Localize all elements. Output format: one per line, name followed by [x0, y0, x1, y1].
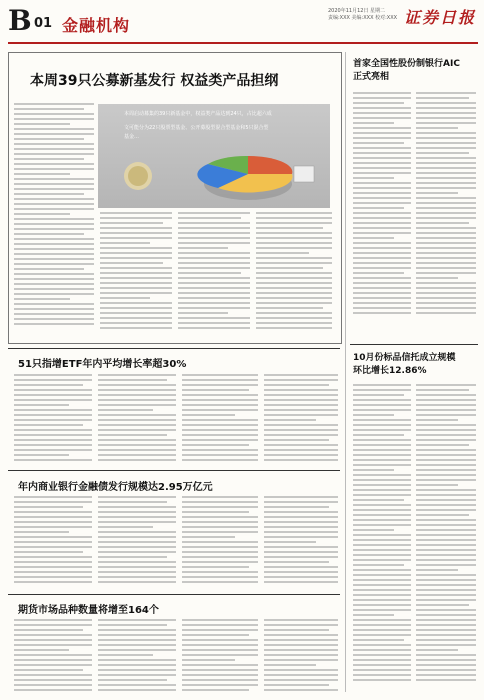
story-4-rule — [8, 594, 340, 595]
dice-icon — [294, 166, 314, 182]
side-story-2-rule — [350, 344, 478, 345]
lead-text-col-4 — [256, 212, 332, 334]
masthead-editors: 责编:XXX 美编:XXX 校对:XXX — [328, 15, 398, 21]
graphic-caption-1: 本周启动募集的39只新基金中，权益类产品达到24只，占比超六成 — [124, 111, 272, 117]
side-text-col-2 — [416, 92, 476, 336]
side-text-col-1 — [353, 92, 411, 336]
masthead-date: 2020年11月12日 星期二 — [328, 8, 386, 14]
story-4-col-1 — [14, 619, 92, 695]
side-headline-1b: 正式亮相 — [353, 72, 390, 82]
section-letter: B — [8, 4, 32, 37]
masthead-meta — [328, 8, 397, 22]
story-2-col-4 — [264, 374, 338, 464]
story-4-col-3 — [182, 619, 258, 695]
story-3-col-4 — [264, 496, 338, 588]
story-3-rule — [8, 470, 340, 471]
paper-logo: 证券日报 — [404, 8, 477, 27]
lead-headline: 本周39只公募新基发行 权益类产品担纲 — [30, 73, 279, 89]
pie-illustration — [98, 104, 330, 208]
story-2-col-1 — [14, 374, 92, 464]
side-headline-2a: 10月份标品信托成立规模 — [353, 353, 456, 363]
side-2-text-col-1 — [353, 384, 411, 692]
story-2-headline: 51只指增ETF年内平均增长率超30% — [18, 359, 187, 370]
page-number: 01 — [34, 16, 53, 31]
story-3-col-3 — [182, 496, 258, 588]
side-headline-1a: 首家全国性股份制银行AIC — [353, 59, 460, 69]
story-2-col-3 — [182, 374, 258, 464]
lead-text-col-2 — [100, 212, 172, 334]
story-3-col-1 — [14, 496, 92, 588]
side-2-text-col-2 — [416, 384, 476, 692]
story-2-col-2 — [98, 374, 176, 464]
graphic-caption-3: 基金… — [124, 134, 140, 140]
story-4-col-2 — [98, 619, 176, 695]
section-title: 金融机构 — [62, 16, 131, 35]
story-3-col-2 — [98, 496, 176, 588]
story-2-rule — [8, 348, 340, 349]
column-divider — [345, 52, 346, 692]
lead-graphic — [98, 104, 330, 208]
lead-text-col-1 — [14, 103, 94, 333]
graphic-caption-2: 文可能分为22只股票型基金、公开募股型混合型基金和5只混合型 — [124, 125, 269, 131]
story-4-headline: 期货市场品种数量将增至164个 — [18, 605, 159, 616]
masthead-rule — [8, 42, 478, 44]
story-3-headline: 年内商业银行金融债发行规模达2.95万亿元 — [18, 482, 213, 493]
lead-text-col-3 — [178, 212, 250, 334]
side-headline-2b: 环比增长12.86% — [353, 366, 427, 376]
story-4-col-4 — [264, 619, 338, 695]
